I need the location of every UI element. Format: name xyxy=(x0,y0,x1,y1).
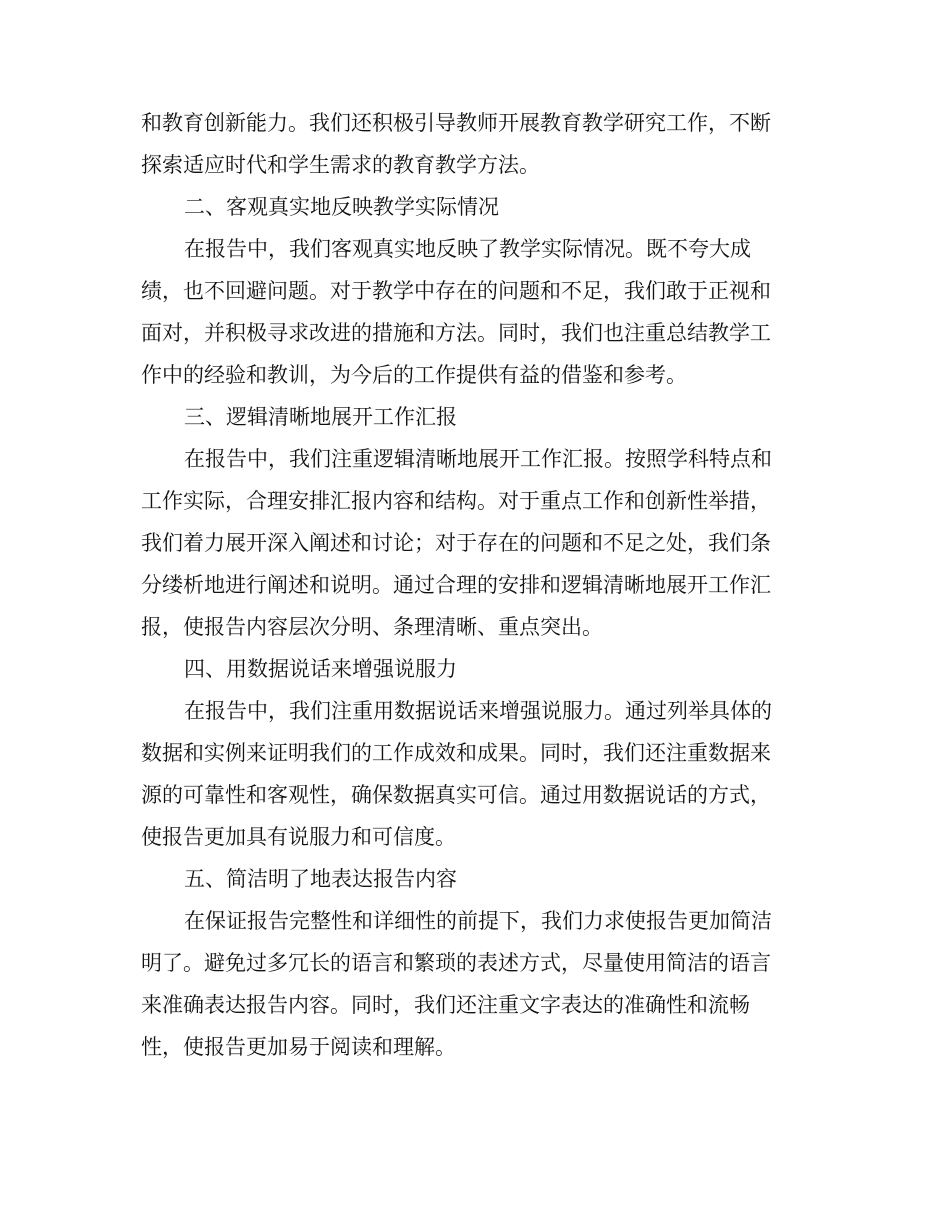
body-text-line: 报，使报告内容层次分明、条理清晰、重点突出。 xyxy=(141,615,603,639)
body-text-line: 明了。避免过多冗长的语言和繁琐的表述方式，尽量使用简洁的语言 xyxy=(141,951,771,975)
body-text-line: 在保证报告完整性和详细性的前提下，我们力求使报告更加简洁 xyxy=(184,909,772,933)
body-text-line: 探索适应时代和学生需求的教育教学方法。 xyxy=(141,153,540,177)
body-text-line: 在报告中，我们注重逻辑清晰地展开工作汇报。按照学科特点和 xyxy=(184,447,772,471)
body-text-line: 来准确表达报告内容。同时，我们还注重文字表达的准确性和流畅 xyxy=(141,993,750,1017)
document-body xyxy=(141,102,801,1068)
body-text-line: 我们着力展开深入阐述和讨论；对于存在的问题和不足之处，我们条 xyxy=(141,531,771,555)
body-text-line: 作中的经验和教训，为今后的工作提供有益的借鉴和参考。 xyxy=(141,363,687,387)
body-text-line: 面对，并积极寻求改进的措施和方法。同时，我们也注重总结教学工 xyxy=(141,321,771,345)
body-text-line: 源的可靠性和客观性，确保数据真实可信。通过用数据说话的方式， xyxy=(141,783,771,807)
section-heading-5: 五、简洁明了地表达报告内容 xyxy=(184,867,457,891)
body-text-line: 数据和实例来证明我们的工作成效和成果。同时，我们还注重数据来 xyxy=(141,741,771,765)
body-text-line: 分缕析地进行阐述和说明。通过合理的安排和逻辑清晰地展开工作汇 xyxy=(141,573,771,597)
body-text-line: 工作实际，合理安排汇报内容和结构。对于重点工作和创新性举措， xyxy=(141,489,771,513)
body-text-line: 和教育创新能力。我们还积极引导教师开展教育教学研究工作，不断 xyxy=(141,111,771,135)
body-text-line: 在报告中，我们注重用数据说话来增强说服力。通过列举具体的 xyxy=(184,699,772,723)
body-text-line: 绩，也不回避问题。对于教学中存在的问题和不足，我们敢于正视和 xyxy=(141,279,771,303)
body-text-line: 在报告中，我们客观真实地反映了教学实际情况。既不夸大成 xyxy=(184,237,751,261)
section-heading-4: 四、用数据说话来增强说服力 xyxy=(184,657,457,681)
body-text-line: 使报告更加具有说服力和可信度。 xyxy=(141,825,456,849)
section-heading-3: 三、逻辑清晰地展开工作汇报 xyxy=(184,405,457,429)
body-text-line: 性，使报告更加易于阅读和理解。 xyxy=(141,1035,456,1059)
section-heading-2: 二、客观真实地反映教学实际情况 xyxy=(184,195,499,219)
